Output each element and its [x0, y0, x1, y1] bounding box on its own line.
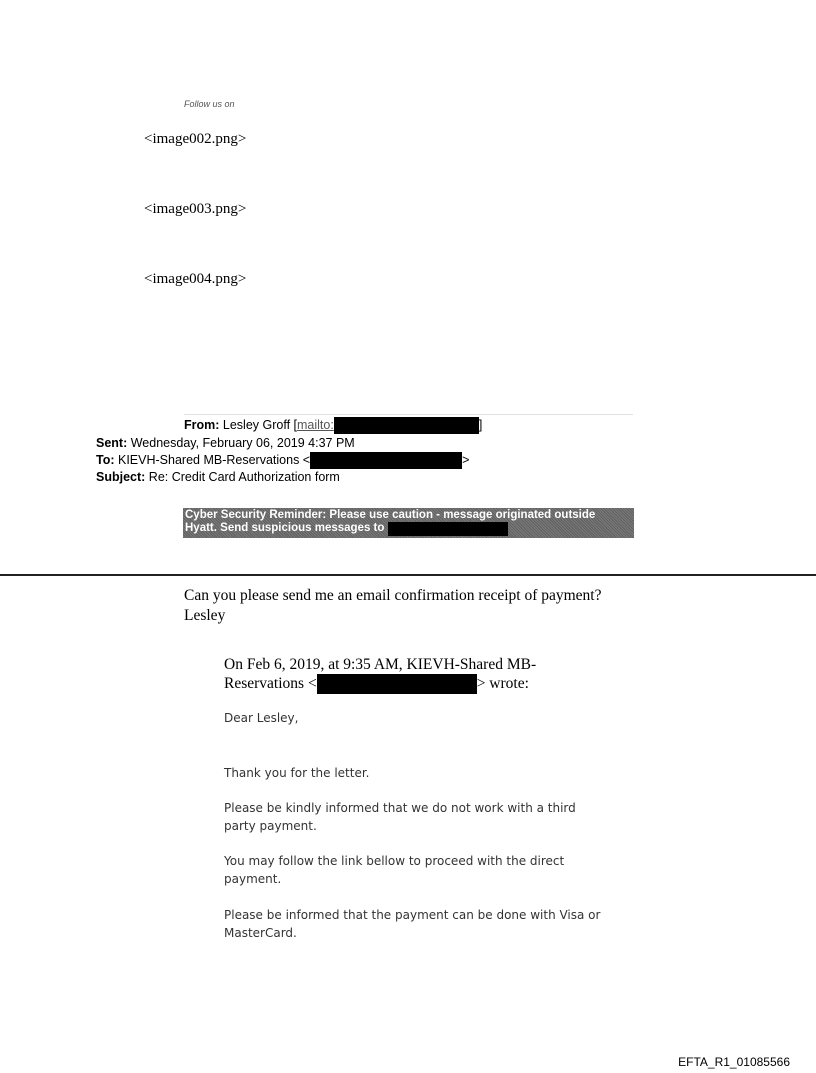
- subject-line: [96, 469, 340, 486]
- redaction-box: [310, 452, 462, 469]
- sent-value: Wednesday, February 06, 2019 4:37 PM: [130, 436, 355, 450]
- to-line: [96, 452, 469, 469]
- from-value: Lesley Groff [: [222, 418, 298, 432]
- quoted-paragraph-4: Please be informed that the payment can be done with Visa or MasterCard.: [224, 908, 601, 940]
- sent-line: [96, 435, 355, 452]
- from-line: [184, 417, 482, 434]
- quoted-paragraph-1: Thank you for the letter.: [224, 766, 370, 780]
- subject-value: Re: Credit Card Authorization form: [148, 470, 340, 484]
- sent-label: Sent:: [96, 436, 128, 450]
- image-placeholder-003: <image003.png>: [144, 201, 247, 217]
- follow-us-text: Follow us on: [184, 99, 235, 109]
- to-value: KIEVH-Shared MB-Reservations <: [118, 453, 311, 467]
- from-close: ]: [478, 418, 483, 432]
- image-placeholder-002: <image002.png>: [144, 131, 247, 147]
- to-label: To:: [96, 453, 115, 467]
- quoted-header-end: > wrote:: [476, 675, 529, 692]
- mailto-link[interactable]: mailto:: [297, 418, 334, 432]
- quoted-header-line-2: [224, 674, 536, 694]
- subject-label: Subject:: [96, 470, 146, 484]
- reply-signature: Lesley: [184, 607, 226, 624]
- quoted-paragraph-2: Please be kindly informed that we do not work with a third party payment.: [224, 801, 576, 833]
- redaction-box: [317, 674, 477, 694]
- quoted-header-line-1: On Feb 6, 2019, at 9:35 AM, KIEVH-Shared MB-: [224, 656, 537, 673]
- header-divider: [184, 414, 633, 415]
- quoted-paragraph-3: You may follow the link bellow to proceed with the direct payment.: [224, 854, 565, 886]
- image-placeholder-004: <image004.png>: [144, 271, 247, 287]
- reply-line-1: Can you please send me an email confirmation receipt of payment?: [184, 587, 602, 604]
- banner-line-2: [185, 522, 632, 536]
- redaction-box: [334, 417, 479, 434]
- section-divider: [0, 574, 816, 576]
- from-label: From:: [184, 418, 220, 432]
- banner-line-1: Cyber Security Reminder: Please use caution - message originated outside: [185, 509, 596, 521]
- banner-line-2-text: Hyatt. Send suspicious messages to: [185, 522, 388, 534]
- quoted-header: [224, 655, 536, 694]
- document-id: EFTA_R1_01085566: [678, 1055, 790, 1069]
- cyber-security-banner: [183, 508, 634, 538]
- quoted-header-start: Reservations <: [224, 675, 317, 692]
- quoted-greeting: Dear Lesley,: [224, 711, 299, 725]
- redaction-box: [388, 522, 508, 536]
- to-close: >: [462, 453, 470, 467]
